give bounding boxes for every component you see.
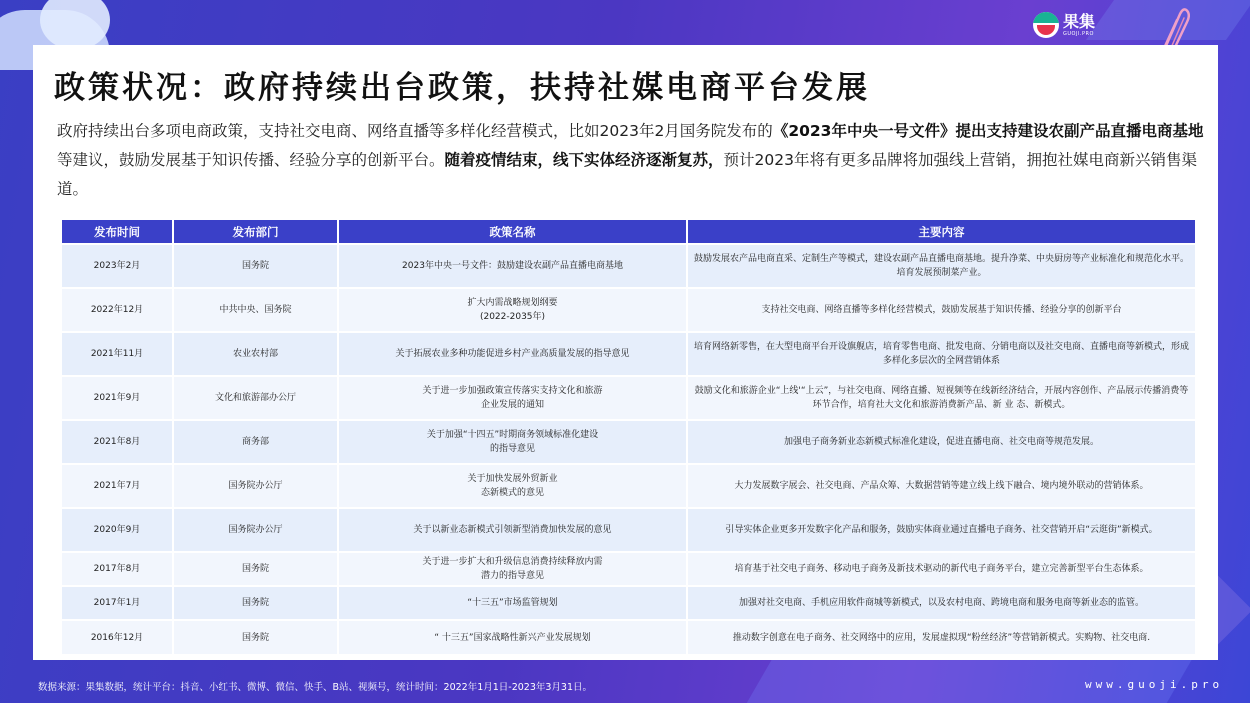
cell-department: 国务院 <box>173 244 338 288</box>
table-row <box>62 376 1195 420</box>
cell-main-content: 鼓励文化和旅游企业“上线'“上云”，与社交电商、网络直播、短视频等在线新经济结合，开展内容创作、产品展示传播消费等环节合作，培育社大文化和旅游消费新产品、新 业 态、新模式。 <box>687 376 1195 420</box>
intro-highlight-2: 随着疫情结束，线下实体经济逐渐复苏， <box>444 151 724 169</box>
brand-logo <box>1033 12 1095 38</box>
data-source-note: 数据来源：果集数据，统计平台：抖音、小红书、微博、微信、快手、B站、视频号，统计时间：2022年1月1日-2023年3月31日。 <box>38 682 593 693</box>
cell-date: 2020年9月 <box>62 508 173 552</box>
cell-main-content: 加强对社交电商、手机应用软件商城等新模式，以及农村电商、跨境电商和服务电商等新业态的监管。 <box>687 586 1195 620</box>
logo-icon <box>1033 12 1059 38</box>
table-row <box>62 288 1195 332</box>
table-row <box>62 586 1195 620</box>
table-row <box>62 508 1195 552</box>
cell-department: 商务部 <box>173 420 338 464</box>
intro-text-3: 预计2023年将有更多品牌将加强线上营销，拥抱社媒电商新兴销售渠道。 <box>57 151 1197 198</box>
cell-department: 中共中央、国务院 <box>173 288 338 332</box>
header-department: 发布部门 <box>173 220 338 244</box>
cell-date: 2022年12月 <box>62 288 173 332</box>
intro-text-1: 政府持续出台多项电商政策，支持社交电商、网络直播等多样化经营模式，比如2023年2月国务院发布的 <box>57 122 773 140</box>
cell-date: 2023年2月 <box>62 244 173 288</box>
cell-policy-name: 关于拓展农业多种功能促进乡村产业高质量发展的指导意见 <box>338 332 687 376</box>
header-main-content: 主要内容 <box>687 220 1195 244</box>
cell-department: 国务院办公厅 <box>173 464 338 508</box>
table-header-row <box>62 220 1195 244</box>
cell-policy-name: 扩大内需战略规划纲要 (2022-2035年) <box>338 288 687 332</box>
intro-paragraph <box>57 117 1217 204</box>
policy-table <box>62 220 1195 654</box>
cell-main-content: 鼓励发展农产品电商直采、定制生产等模式，建设农副产品直播电商基地。提升净菜、中央厨房等产业标准化和规范化水平。培育发展预制菜产业。 <box>687 244 1195 288</box>
cell-date: 2016年12月 <box>62 620 173 654</box>
cell-date: 2021年9月 <box>62 376 173 420</box>
cell-date: 2021年7月 <box>62 464 173 508</box>
cell-main-content: 大力发展数字展会、社交电商、产品众筹、大数据营销等建立线上线下融合、境内境外联动的营销体系。 <box>687 464 1195 508</box>
page-title: 政策状况：政府持续出台政策，扶持社媒电商平台发展 <box>54 70 870 106</box>
cell-policy-name: 关于进一步扩大和升级信息消费持续释放内需 潜力的指导意见 <box>338 552 687 586</box>
table-row <box>62 420 1195 464</box>
cell-policy-name: 关于进一步加强政策宣传落实支持文化和旅游 企业发展的通知 <box>338 376 687 420</box>
cell-policy-name: “十三五”市场监管规划 <box>338 586 687 620</box>
cell-main-content: 培育基于社交电子商务、移动电子商务及新技术驱动的新代电子商务平台，建立完善新型平台生态体系。 <box>687 552 1195 586</box>
cell-department: 国务院办公厅 <box>173 508 338 552</box>
cell-policy-name: 关于加强“十四五”时期商务领域标准化建设 的指导意见 <box>338 420 687 464</box>
intro-text-2: 等建议，鼓励发展基于知识传播、经验分享的创新平台。 <box>57 151 445 169</box>
cell-date: 2017年1月 <box>62 586 173 620</box>
cell-date: 2017年8月 <box>62 552 173 586</box>
table-row <box>62 552 1195 586</box>
website-url: www.guoji.pro <box>1085 678 1224 691</box>
header-policy-name: 政策名称 <box>338 220 687 244</box>
brand-name-en: GUOJI.PRO <box>1063 30 1094 37</box>
cell-main-content: 培育网络新零售，在大型电商平台开设旗舰店，培育零售电商、批发电商、分销电商以及社交电商、直播电商等新模式，形成多样化多层次的全网营销体系 <box>687 332 1195 376</box>
cell-date: 2021年8月 <box>62 420 173 464</box>
cell-date: 2021年11月 <box>62 332 173 376</box>
cell-main-content: 推动数字创意在电子商务、社交网络中的应用，发展虚拟现“粉丝经济”等营销新模式。实购物、社交电商. <box>687 620 1195 654</box>
cell-department: 农业农村部 <box>173 332 338 376</box>
table-row <box>62 332 1195 376</box>
cell-main-content: 引导实体企业更多开发数字化产品和服务，鼓励实体商业通过直播电子商务、社交营销开启“云逛街”新模式。 <box>687 508 1195 552</box>
header-date: 发布时间 <box>62 220 173 244</box>
cell-policy-name: 关于以新业态新模式引领新型消费加快发展的意见 <box>338 508 687 552</box>
cell-department: 国务院 <box>173 620 338 654</box>
cell-department: 国务院 <box>173 552 338 586</box>
intro-highlight-1: 《2023年中央一号文件》提出支持建设农副产品直播电商基地 <box>772 122 1204 140</box>
table-row <box>62 464 1195 508</box>
cell-policy-name: 关于加快发展外贸新业 态新模式的意见 <box>338 464 687 508</box>
cell-department: 国务院 <box>173 586 338 620</box>
table-row <box>62 620 1195 654</box>
cell-policy-name: 2023年中央一号文件：鼓励建设农副产品直播电商基地 <box>338 244 687 288</box>
cell-main-content: 支持社交电商、网络直播等多样化经营模式，鼓励发展基于知识传播、经验分享的创新平台 <box>687 288 1195 332</box>
table-row <box>62 244 1195 288</box>
cell-main-content: 加强电子商务新业态新模式标准化建设，促进直播电商、社交电商等规范发展。 <box>687 420 1195 464</box>
brand-name: 果集 <box>1063 11 1096 31</box>
cell-department: 文化和旅游部办公厅 <box>173 376 338 420</box>
cell-policy-name: “ 十三五”国家战略性新兴产业发展规划 <box>338 620 687 654</box>
